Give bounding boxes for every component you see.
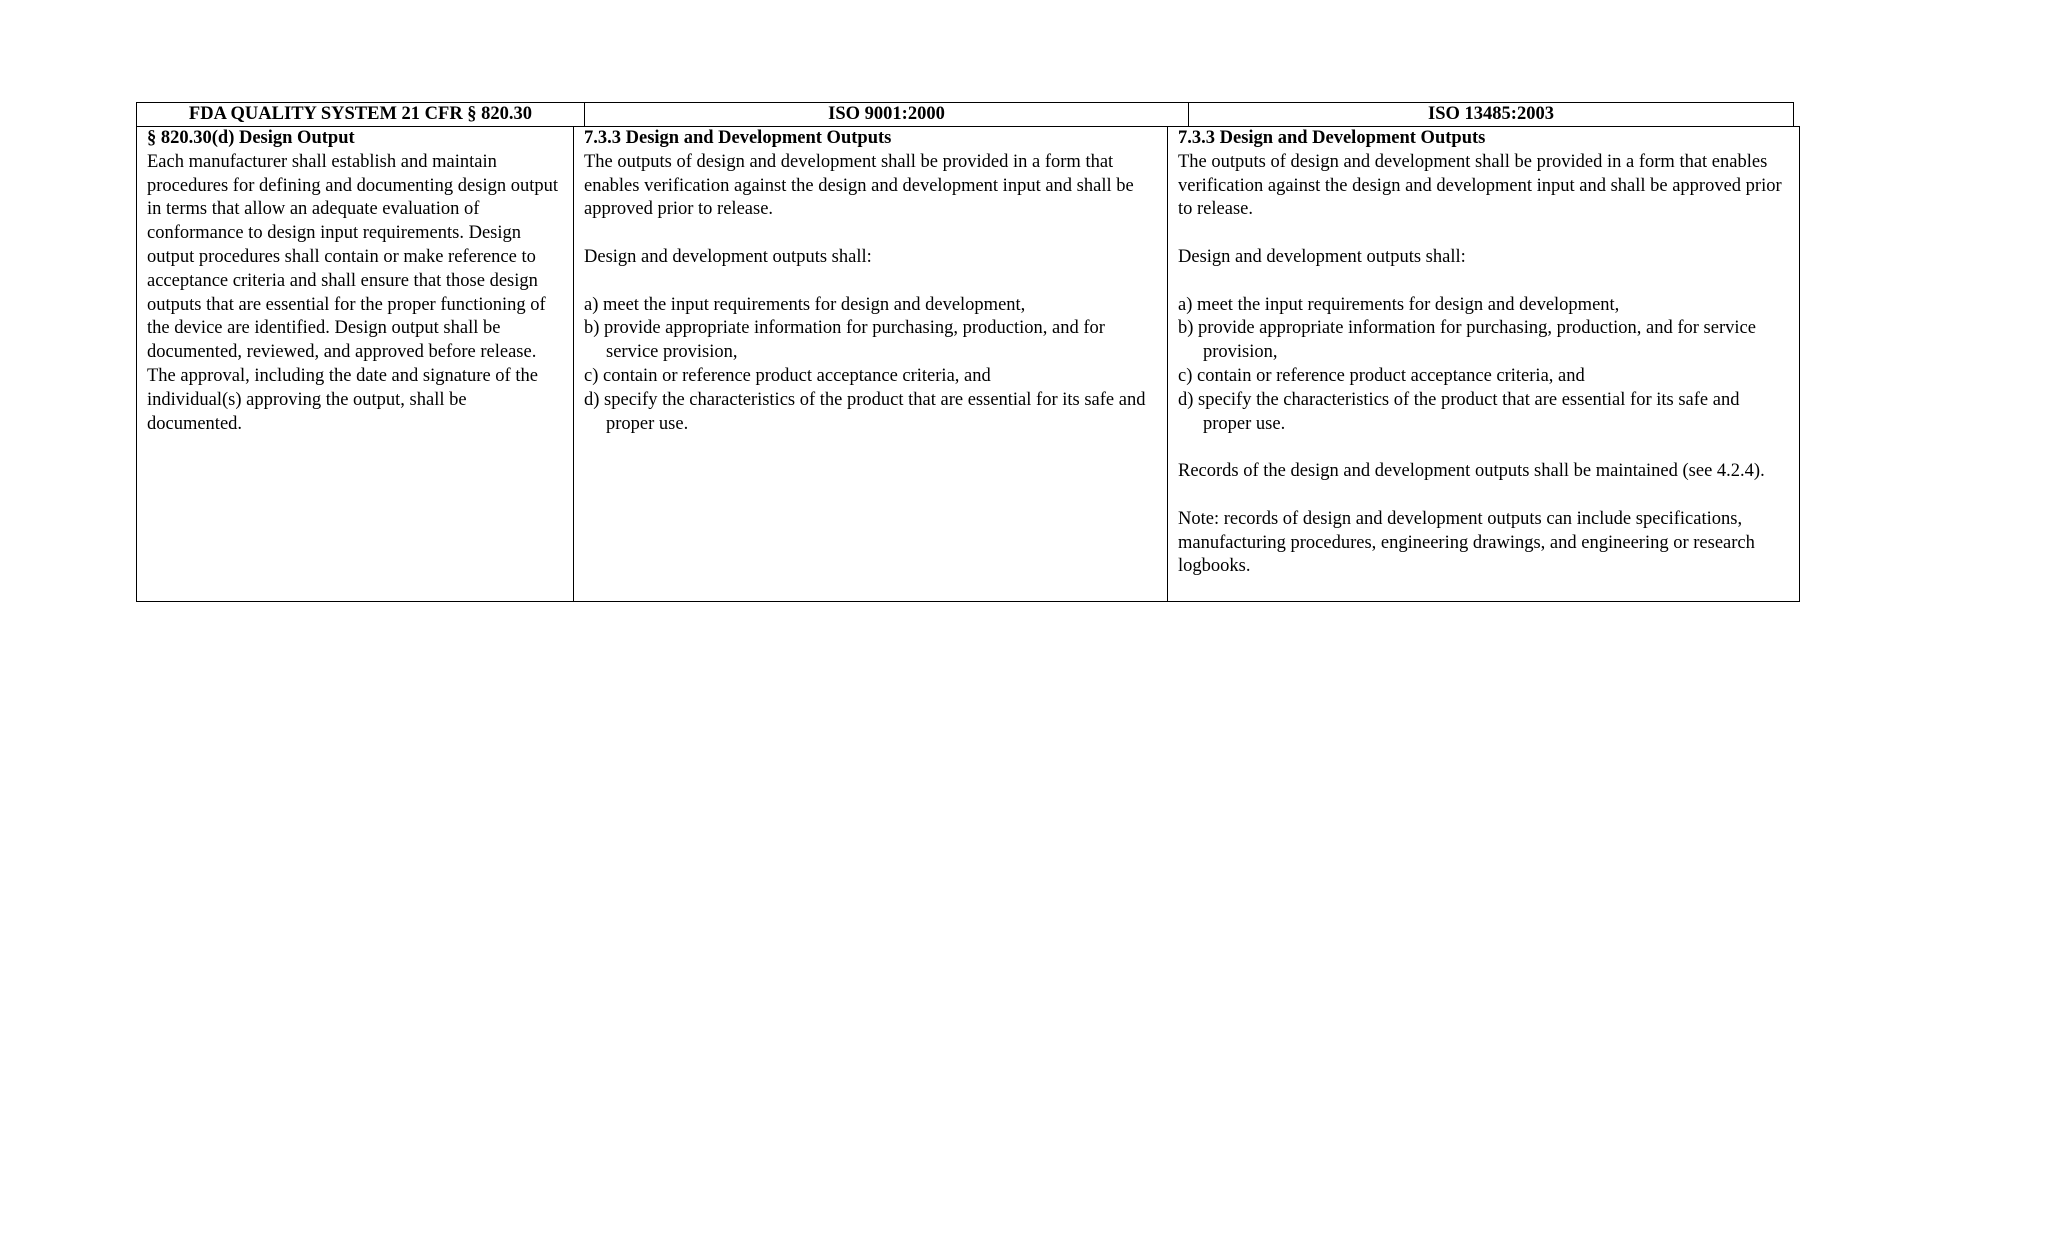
cell-fda: [136, 126, 574, 602]
iso13485-section-title: 7.3.3 Design and Development Outputs: [1178, 128, 1486, 148]
header-iso9001: ISO 9001:2000: [585, 102, 1189, 126]
iso13485-lead: Design and development outputs shall:: [1178, 246, 1466, 267]
header-fda: FDA QUALITY SYSTEM 21 CFR § 820.30: [136, 102, 585, 126]
iso9001-lead: Design and development outputs shall:: [584, 246, 872, 267]
iso13485-item-d: d) specify the characteristics of the product that are essential for its safe and proper use.: [1178, 389, 1740, 434]
iso13485-intro: The outputs of design and development shall be provided in a form that enables verification against the design and development input and shall be approved prior to release.: [1178, 151, 1782, 220]
iso9001-intro: The outputs of design and development shall be provided in a form that enables verification against the design and development input and shall be approved prior to release.: [584, 151, 1134, 220]
iso13485-item-a: a) meet the input requirements for design and development,: [1178, 294, 1620, 315]
iso13485-item-c: c) contain or reference product acceptance criteria, and: [1178, 365, 1585, 386]
iso13485-records: Records of the design and development outputs shall be maintained (see 4.2.4).: [1178, 461, 1765, 482]
header-iso13485: ISO 13485:2003: [1189, 102, 1794, 126]
cell-iso13485: [1168, 126, 1800, 602]
iso9001-item-b: b) provide appropriate information for purchasing, production, and for service provision,: [584, 318, 1105, 363]
iso9001-item-c: c) contain or reference product acceptance criteria, and: [584, 365, 991, 386]
table-header-row: [136, 102, 1794, 126]
iso13485-note: Note: records of design and development outputs can include specifications, manufacturing procedures, engineering drawings, and engineering or research logbooks.: [1178, 508, 1755, 577]
fda-section-title: § 820.30(d) Design Output: [147, 128, 355, 148]
fda-section-text: Each manufacturer shall establish and maintain procedures for defining and documenting design output in terms that allow an adequate evaluation of conformance to design input requirements. Design output procedures shall contain or make reference to acceptance criteria and shall ensure that those design outputs that are essential for the proper functioning of the device are identified. Design output shall be documented, reviewed, and approved before release. The approval, including the date and signature of the individual(s) approving the output, shall be documented.: [147, 151, 559, 434]
cell-iso9001: [574, 126, 1168, 602]
iso13485-item-b: b) provide appropriate information for purchasing, production, and for service provision,: [1178, 318, 1756, 363]
table-body-row: [136, 126, 1800, 602]
iso9001-item-d: d) specify the characteristics of the product that are essential for its safe and proper use.: [584, 389, 1146, 434]
iso9001-section-title: 7.3.3 Design and Development Outputs: [584, 128, 892, 148]
iso9001-item-a: a) meet the input requirements for design and development,: [584, 294, 1026, 315]
